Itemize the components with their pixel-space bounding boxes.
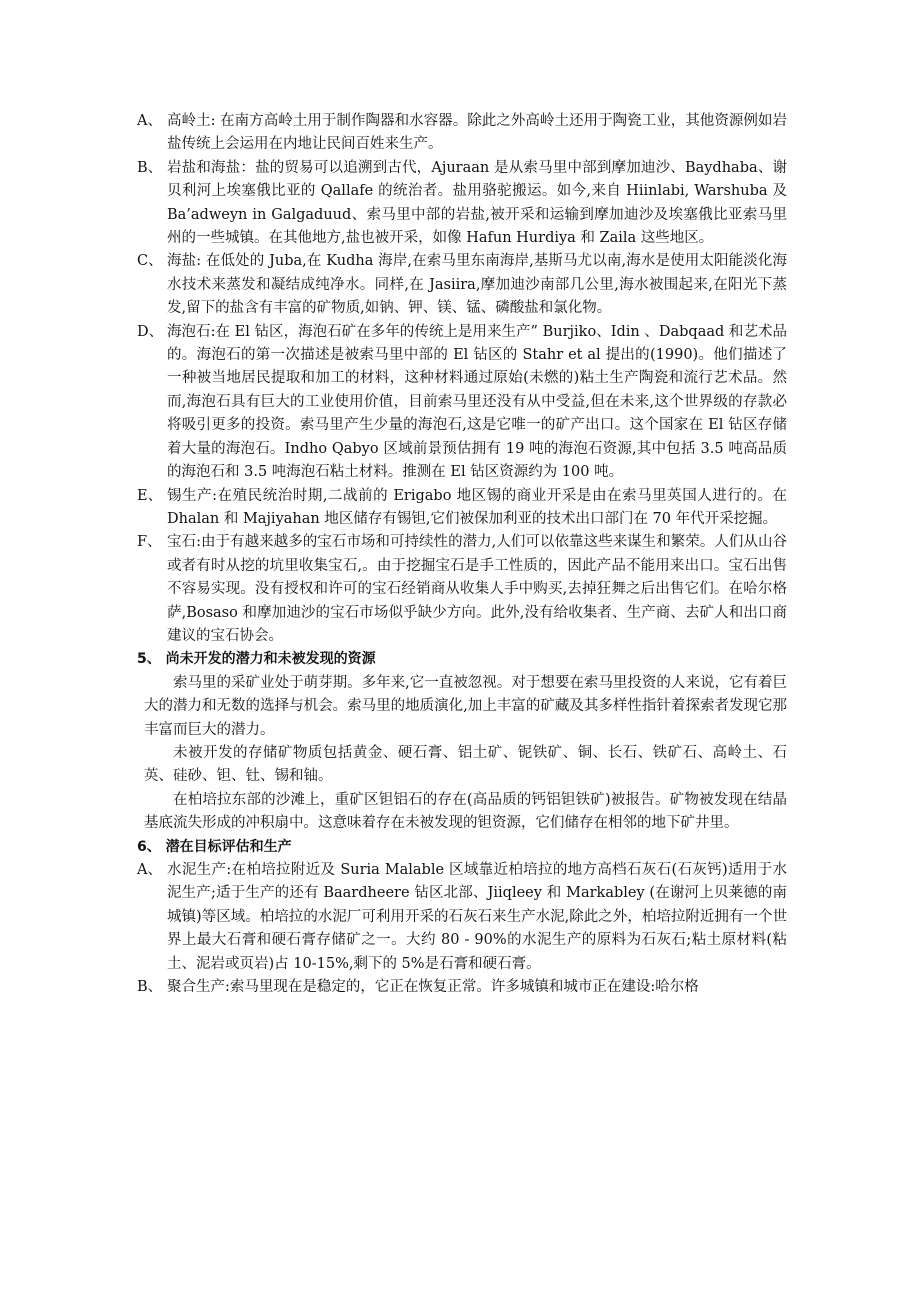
list-item [137, 157, 787, 251]
list-marker: B、 [137, 159, 163, 176]
list-marker: D、 [137, 323, 164, 340]
list-text: 宝石:由于有越来越多的宝石市场和可持续性的潜力,人们可以依靠这些来谋生和繁荣。人们从山谷或者有时从挖的坑里收集宝石,。由于挖掘宝石是手工性质的，因此产品不能用来出口。宝石出售不容易实现。没有授权和许可的宝石经销商从收集人手中购买,去掉狂舞之后出售它们。在哈尔格萨,Bosaso 和摩加迪沙的宝石市场似乎缺少方向。此外,没有给收集者、生产商、去矿人和出口商建议的宝石协会。 [167, 534, 787, 644]
list-item [137, 250, 787, 320]
list-text: 锡生产:在殖民统治时期,二战前的 Erigabo 地区锡的商业开采是由在索马里英国人进行的。在 Dhalan 和 Majiyahan 地区储存有锡钽,它们被保加利亚的技术出口部门在 70 年代开采挖掘。 [167, 487, 787, 527]
list-item [137, 110, 787, 157]
list-marker: A、 [137, 113, 162, 129]
section-heading: 5、 尚未开发的潜力和未被发现的资源 [137, 651, 376, 668]
list-text: 岩盐和海盐：盐的贸易可以追溯到古代，Ajuraan 是从索马里中部到摩加迪沙、Baydhaba、谢贝利河上埃塞俄比亚的 Qallafe 的统治者。盐用骆驼搬运。如今,来自 Hiinlabi, Warshuba 及 Ba’adweyn in Galgaduud、索马里中部的岩盐,被开采和运输到摩加迪沙及埃塞俄比亚索马里州的一些城镇。在其他地方,盐也被开采，如像 Hafun Hurdiya 和 Zaila 这些地区。 [167, 159, 787, 247]
list-item [137, 531, 787, 648]
body-paragraph: 未被开发的存储矿物质包括黄金、硬石膏、铝土矿、铌铁矿、铜、长石、铁矿石、高岭土、石英、硅砂、钽、钍、锡和铀。 [144, 744, 787, 785]
list-marker: F、 [137, 534, 162, 551]
list-text: 水泥生产:在柏培拉附近及 Suria Malable 区域靠近柏培拉的地方高档石灰石(石灰钙)适用于水泥生产;适于生产的还有 Baardheere 钻区北部、Jiiqleey 和 Markabley (在谢河上贝莱德的南城镇)等区域。柏培拉的水泥厂可利用开采的石灰石来生产水泥,除此之外，柏培拉附近拥有一个世界上最大石膏和硬石膏存储矿之一。大约 80 - 90%的水泥生产的原料为石灰石;粘土原材料(粘土、泥岩或页岩)占 10-15%,剩下的 5%是石膏和硬石膏。 [167, 862, 787, 972]
list-item [137, 321, 787, 485]
list-text: 海泡石:在 El 钻区，海泡石矿在多年的传统上是用来生产” Burjiko、Idin 、Dabqaad 和艺术品的。海泡石的第一次描述是被索马里中部的 El 钻区的 Stahr et al 提出的(1990)。他们描述了一种被当地居民提取和加工的材料，这种材料通过原始(未燃的)粘土生产陶瓷和流行艺术品。然而,海泡石具有巨大的工业使用价值，目前索马里还没有从中受益,但在未来,这个世界级的存款必将吸引更多的投资。索马里产生少量的海泡石,这是它唯一的矿产出口。这个国家在 El 钻区存储着大量的海泡石。Indho Qabyo 区域前景预估拥有 19 吨的海泡石资源,其中包括 3.5 吨高品质的海泡石和 3.5 吨海泡石粘土材料。推测在 El 钻区资源约为 100 吨。 [167, 323, 787, 481]
list-item [137, 859, 787, 976]
list-item [137, 976, 787, 999]
body-paragraph: 索马里的采矿业处于萌芽期。多年来,它一直被忽视。对于想要在索马里投资的人来说，它有着巨大的潜力和无数的选择与机会。索马里的地质演化,加上丰富的矿藏及其多样性指针着探索者发现它那丰富而巨大的潜力。 [144, 674, 787, 738]
list-marker: C、 [137, 253, 163, 270]
list-marker: B、 [137, 979, 163, 996]
list-item [137, 485, 787, 532]
list-marker: E、 [137, 487, 163, 504]
section-heading: 6、 潜在目标评估和生产 [137, 838, 292, 855]
list-marker: A、 [137, 862, 162, 878]
document-body [137, 110, 787, 999]
list-text: 聚合生产:索马里现在是稳定的，它正在恢复正常。许多城镇和城市正在建设:哈尔格 [167, 979, 699, 996]
body-paragraph: 在柏培拉东部的沙滩上，重矿区钽铝石的存在(高品质的钙铝钽铁矿)被报告。矿物被发现在结晶基底流失形成的冲积扇中。这意味着存在未被发现的钽资源，它们储存在相邻的地下矿井里。 [144, 791, 787, 832]
list-text: 海盐: 在低处的 Juba,在 Kudha 海岸,在索马里东南海岸,基斯马尤以南,海水是使用太阳能淡化海水技术来蒸发和凝结成纯净水。同样,在 Jasiira,摩加迪沙南部几公里,海水被围起来,在阳光下蒸发,留下的盐含有丰富的矿物质,如钠、钾、镁、锰、磷酸盐和氯化物。 [167, 253, 787, 317]
list-text: 高岭土: 在南方高岭土用于制作陶器和水容器。除此之外高岭土还用于陶瓷工业，其他资源例如岩盐传统上会运用在内地让民间百姓来生产。 [167, 113, 787, 153]
